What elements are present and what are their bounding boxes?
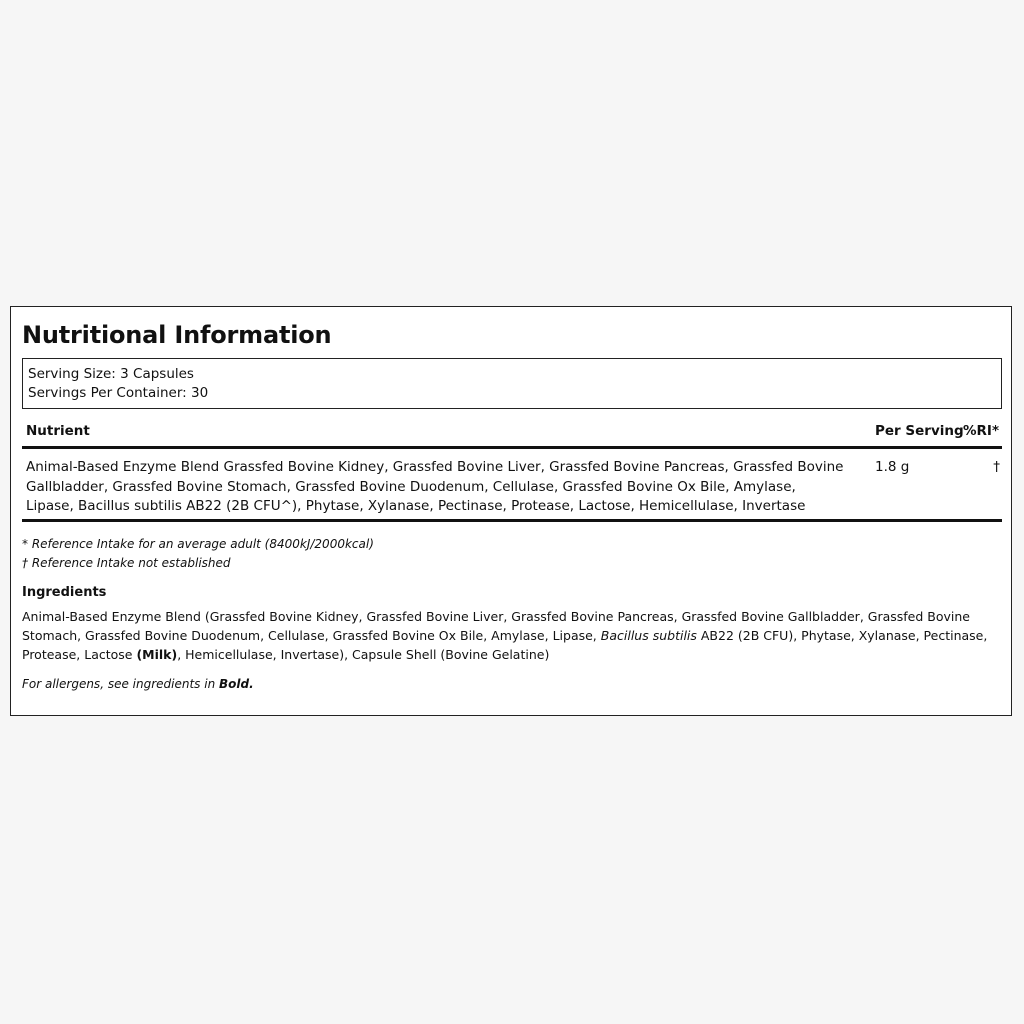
ingredients-part-2: AB22 (2B CFU), Phytase, Xylanase, Pectinase, Protease, Lactose [22, 628, 988, 662]
table-row [22, 457, 1002, 522]
ingredients-allergen: (Milk) [136, 647, 178, 662]
serving-size: Serving Size: 3 Capsules [28, 366, 194, 382]
allergen-note [22, 677, 254, 691]
per-serving-cell: 1.8 g [875, 459, 910, 475]
ingredients-part-1: Animal-Based Enzyme Blend (Grassfed Bovine Kidney, Grassfed Bovine Liver, Grassfed Bovine Pancreas, Grassfed Bovine Gallbladder, Grassfed Bovine Stomach, Grassfed Bovine Duodenum, Cellulase, Grassfed Bovine Ox Bile, Amylase, Lipase, [22, 609, 970, 643]
ingredients-text [22, 607, 1002, 664]
footnote-not-established: † Reference Intake not established [22, 555, 231, 570]
footnote-reference-intake: * Reference Intake for an average adult (8400kJ/2000kcal) [22, 537, 374, 551]
ingredients-part-3: , Hemicellulase, Invertase), Capsule Shell (Bovine Gelatine) [177, 647, 550, 662]
nutrient-cell: Animal-Based Enzyme Blend Grassfed Bovine Kidney, Grassfed Bovine Liver, Grassfed Bovine Pancreas, Grassfed Bovine Gallbladder, Grassfed Bovine Stomach, Grassfed Bovine Duodenum, Cellulase, Grassfed Bovine Ox Bile, Amylase, Lipase, Bacillus subtilis AB22 (2B CFU^), Phytase, Xylanase, Pectinase, Protease, Lactose, Hemicellulase, Invertase [26, 459, 844, 514]
nutrition-panel [10, 306, 1012, 716]
ri-cell: † [993, 459, 1000, 475]
column-header-ri: %RI* [963, 423, 1000, 439]
allergen-note-bold: Bold. [219, 677, 254, 691]
column-header-nutrient: Nutrient [26, 423, 90, 439]
footnotes [22, 535, 374, 572]
nutrient-table-header [22, 421, 1002, 449]
servings-per-container: Servings Per Container: 30 [28, 385, 209, 401]
ingredients-heading: Ingredients [22, 585, 107, 600]
serving-info-box [22, 358, 1002, 409]
page-title: Nutritional Information [22, 321, 332, 349]
allergen-note-text: For allergens, see ingredients in [22, 677, 219, 691]
ingredients-species: Bacillus subtilis [600, 628, 697, 643]
column-header-per-serving: Per Serving [875, 423, 964, 439]
